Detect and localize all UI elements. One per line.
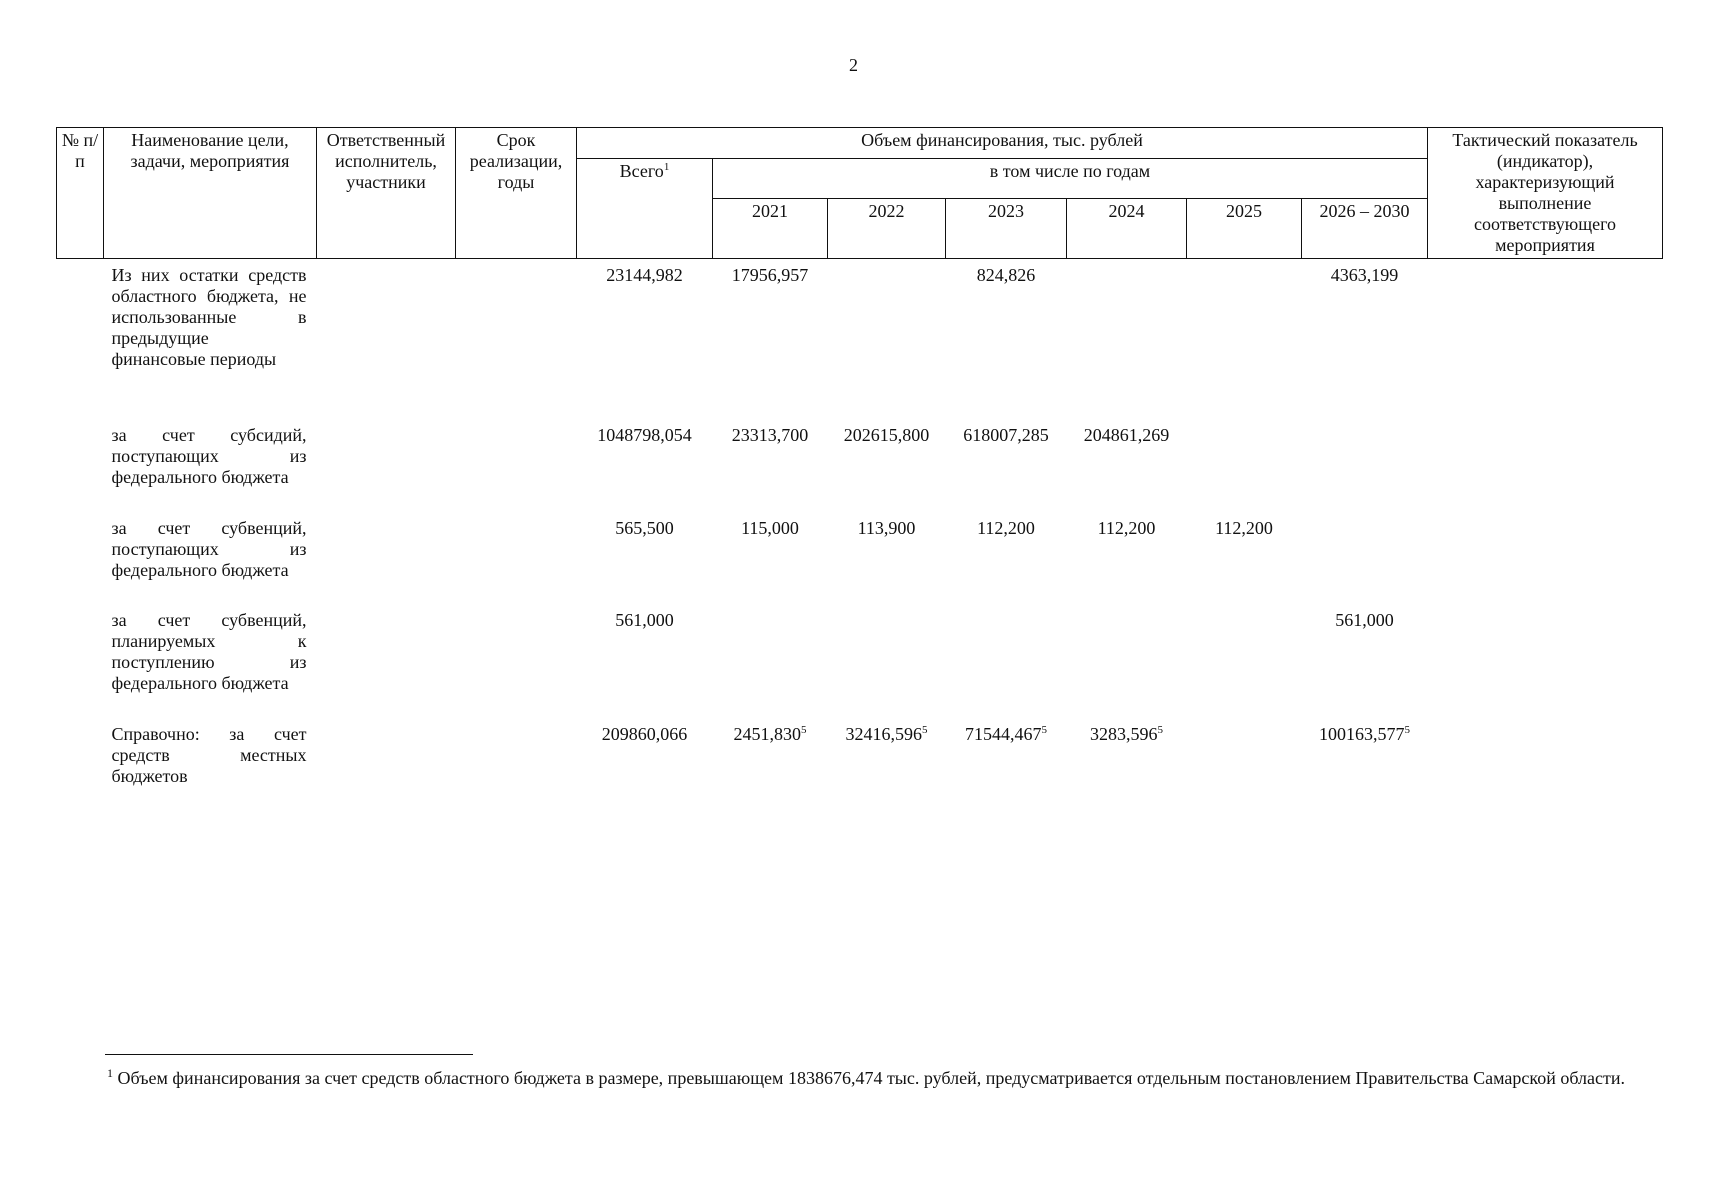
cell-2022: 113,900 <box>857 517 916 538</box>
header-executor: Ответственный исполнитель, участники <box>317 128 456 259</box>
cell-2026-2030 <box>1302 512 1428 604</box>
row-name: за счет субвенций, планируемых к поступлению из федерального бюджета <box>111 609 307 693</box>
row-name: за счет субвенций, поступающих из федерального бюджета <box>111 517 307 580</box>
cell-2022 <box>828 604 946 718</box>
cell-value: 71544,467 <box>965 723 1042 744</box>
cell-2021: 115,000 <box>741 517 799 538</box>
cell-2024 <box>1067 259 1187 419</box>
table-row <box>57 604 1663 718</box>
cell-2022: 202615,800 <box>843 424 930 445</box>
header-num: № п/п <box>57 128 104 259</box>
cell-2022 <box>828 718 946 810</box>
footnote-mark: 1 <box>663 161 670 173</box>
row-name: Из них остатки средств областного бюджета, не использованные в предыдущие финансовые периоды <box>111 265 307 369</box>
cell-2025 <box>1187 604 1302 718</box>
cell-2024 <box>1067 604 1187 718</box>
footnote-mark: 5 <box>801 723 807 736</box>
cell-2026-2030 <box>1302 718 1428 810</box>
cell-2023 <box>946 718 1067 810</box>
financing-table <box>56 127 1663 810</box>
header-term: Срок реализации, годы <box>456 128 577 259</box>
cell-2025 <box>1187 419 1302 512</box>
header-funding: Объем финансирования, тыс. рублей <box>577 128 1428 159</box>
cell-value: 100163,577 <box>1319 723 1405 744</box>
footnote-mark: 5 <box>1157 723 1163 736</box>
cell-2026-2030 <box>1302 419 1428 512</box>
table-body <box>57 259 1663 810</box>
table-row <box>57 259 1663 419</box>
cell-2021 <box>713 718 828 810</box>
cell-2023: 824,826 <box>976 265 1036 285</box>
header-by-years: в том числе по годам <box>713 159 1428 199</box>
cell-2024: 204861,269 <box>1083 424 1170 445</box>
cell-total: 565,500 <box>615 517 674 538</box>
cell-2025 <box>1187 718 1302 810</box>
footnote <box>107 1064 1652 1092</box>
header-year: 2022 <box>828 199 946 259</box>
cell-2024 <box>1067 718 1187 810</box>
cell-2026-2030: 561,000 <box>1335 609 1394 630</box>
cell-total: 23144,982 <box>606 265 683 285</box>
cell-2021: 23313,700 <box>731 424 809 445</box>
row-name: Справочно: за счет средств местных бюджетов <box>111 723 307 786</box>
page-number: 2 <box>849 55 858 75</box>
footnote-mark: 5 <box>1404 723 1410 736</box>
cell-total: 561,000 <box>615 609 674 630</box>
table-row <box>57 512 1663 604</box>
cell-2023: 112,200 <box>977 517 1035 538</box>
cell-2022 <box>828 259 946 419</box>
table-row <box>57 419 1663 512</box>
table-row <box>57 718 1663 810</box>
cell-2024: 112,200 <box>1097 517 1156 538</box>
footnote-mark: 5 <box>922 723 928 736</box>
header-year: 2025 <box>1187 199 1302 259</box>
header-name: Наименование цели, задачи, мероприятия <box>104 128 317 259</box>
footnote-mark: 1 <box>107 1066 113 1080</box>
header-total-label: Всего <box>619 161 664 181</box>
footnote-text: Объем финансирования за счет средств областного бюджета в размере, превышающем 1838676,474 тыс. рублей, предусматривается отдельным постановлением Правительства Самарской области. <box>117 1068 1626 1088</box>
cell-value: 32416,596 <box>845 723 922 744</box>
cell-2023 <box>946 604 1067 718</box>
cell-2025 <box>1187 259 1302 419</box>
footnote-separator <box>105 1054 473 1055</box>
cell-2025: 112,200 <box>1215 517 1273 538</box>
table-header <box>57 128 1663 259</box>
cell-value: 3283,596 <box>1090 723 1158 744</box>
cell-2026-2030: 4363,199 <box>1330 265 1399 285</box>
row-name: за счет субсидий, поступающих из федерального бюджета <box>111 424 307 487</box>
header-indicator: Тактический показатель (индикатор), характеризующий выполнение соответствующего мероприятия <box>1428 128 1663 259</box>
header-year: 2024 <box>1067 199 1187 259</box>
cell-2023: 618007,285 <box>963 424 1049 445</box>
cell-value: 2451,830 <box>733 723 801 744</box>
footnote-mark: 5 <box>1041 723 1047 736</box>
header-year: 2026 – 2030 <box>1302 199 1428 259</box>
cell-total: 209860,066 <box>601 723 688 744</box>
cell-2021: 17956,957 <box>731 265 809 285</box>
header-year: 2023 <box>946 199 1067 259</box>
cell-total: 1048798,054 <box>597 424 692 445</box>
cell-2021 <box>713 604 828 718</box>
header-year: 2021 <box>713 199 828 259</box>
header-total <box>577 159 713 259</box>
